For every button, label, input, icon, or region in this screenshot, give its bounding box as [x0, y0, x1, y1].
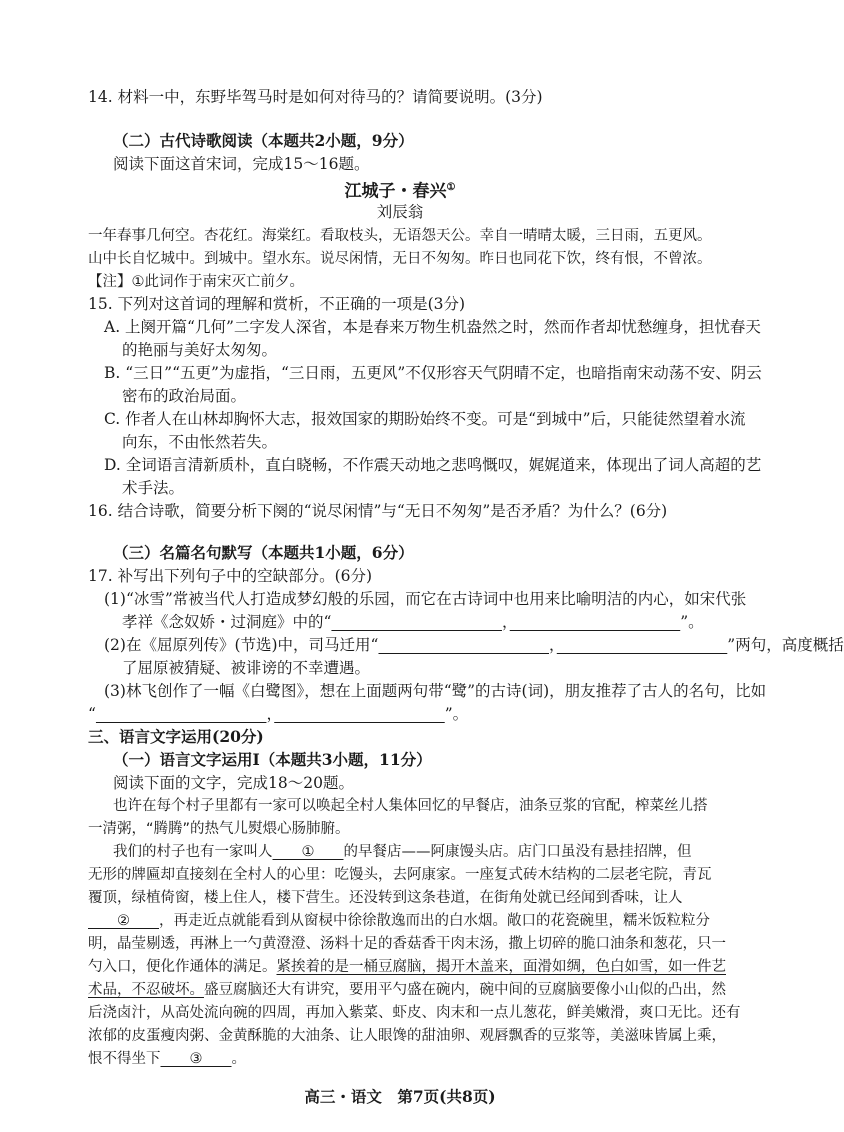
passage-line: 明，晶莹剔透，再淋上一勺黄澄澄、汤料十足的香菇香干肉末汤，撒上切碎的脆口油条和葱花，只一 [88, 936, 726, 952]
page-footer: 高三・语文 第7页(共8页) [304, 1087, 496, 1106]
answer-blank[interactable] [274, 705, 445, 723]
passage-line: 无形的牌匾却直接刻在全村人的心里：吃馒头，去阿康家。一座复式砖木结构的二层老宅院，青瓦 [88, 867, 712, 883]
section-heading-language: 三、语言文字运用(20分) [88, 727, 264, 746]
poem-author: 刘辰翁 [376, 203, 424, 221]
q17-part-2: (2)在《屈原列传》(节选)中，司马迁用“ ， ”两句，高度概括 [104, 636, 844, 654]
q15-option-d: D. 全词语言清新质朴，直白晓畅，不作震天动地之悲鸣慨叹，娓娓道来，体现出了词人高超的艺 [104, 456, 762, 474]
passage-line: 后浇卤汁，从高处流向碗的四周，再加入紫菜、虾皮、肉末和一点儿葱花，鲜美嫩滑，爽口无比。还有 [88, 1005, 741, 1021]
q15-option-a: A. 上阕开篇“几何”二字发人深省，本是春来万物生机盎然之时，然而作者却忧愁缠身，担忧春天 [104, 318, 761, 336]
question-17: 17. 补写出下列句子中的空缺部分。(6分) [88, 567, 373, 585]
passage-line: 我们的村子也有一家叫人 ① 的早餐店——阿康馒头店。店门口虽没有悬挂招牌，但 [113, 844, 692, 860]
q17-part-1: (1)“冰雪”常被当代人打造成梦幻般的乐园，而它在古诗词中也用来比喻明洁的内心，如宋代张 [104, 590, 747, 608]
poem-note: 【注】①此词作于南宋灭亡前夕。 [88, 274, 304, 290]
passage-line: 一清粥，“腾腾”的热气儿熨煨心肠肺腑。 [88, 821, 350, 837]
passage-line: 覆顶，绿植倚窗，楼上住人，楼下营生。还没转到这条巷道，在街角处就已经闻到香味，让人 [88, 890, 683, 906]
q17-part-3-cont: “ ， ”。 [88, 705, 469, 723]
passage-blank-3[interactable]: ③ [160, 1051, 232, 1067]
poem-line-1: 一年春事几何空。杏花红。海棠红。看取枝头，无语怨天公。幸自一晴晴太暖，三日雨，五更风。 [88, 228, 712, 244]
underlined-sentence: 术品，不忍破坏。 [88, 982, 204, 998]
question-14: 14. 材料一中，东野毕驾马时是如何对待马的？请简要说明。(3分) [88, 88, 543, 106]
passage-blank-2[interactable]: ② [88, 913, 159, 929]
q17-part-1-cont: 孝祥《念奴娇・过洞庭》中的“ ， ”。 [122, 613, 704, 631]
passage-line: 术品，不忍破坏。盛豆腐脑还大有讲究，要用平勺盛在碗内，碗中间的豆腐脑要像小山似的凸出，然 [88, 982, 726, 998]
q15-option-c-cont: 向东，不由怅然若失。 [122, 433, 278, 451]
question-16: 16. 结合诗歌，简要分析下阕的“说尽闲情”与“无日不匆匆”是否矛盾？为什么？(6分) [88, 502, 668, 520]
poem-line-2: 山中长自忆城中。到城中。望水东。说尽闲情，无日不匆匆。昨日也同花下饮，终有恨，不曾浓。 [88, 251, 712, 267]
passage-line: 恨不得坐下 ③ 。 [88, 1051, 246, 1067]
poetry-instruction: 阅读下面这首宋词，完成15～16题。 [113, 155, 370, 173]
subsection-heading-language: （一）语言文字运用Ⅰ（本题共3小题，11分） [113, 750, 432, 769]
section-heading-poetry: （二）古代诗歌阅读（本题共2小题，9分） [113, 131, 414, 150]
underlined-sentence: 紧挨着的是一桶豆腐脑，揭开木盖来，面滑如绸，色白如雪，如一件艺 [276, 959, 726, 975]
poem-title: 江城子・春兴① [344, 181, 456, 202]
passage-line: 浓郁的皮蛋瘦肉粥、金黄酥脆的大油条、让人眼馋的甜油卵、观唇飘香的豆浆等，美滋味皆属上乘， [88, 1028, 726, 1044]
q15-option-c: C. 作者人在山林却胸怀大志，报效国家的期盼始终不变。可是“到城中”后，只能徒然望着水流 [104, 410, 746, 428]
section-heading-dictation: （三）名篇名句默写（本题共1小题，6分） [113, 543, 414, 562]
q17-part-2-cont: 了屈原被猜疑、被诽谤的不幸遭遇。 [122, 659, 371, 677]
answer-blank[interactable] [378, 636, 549, 654]
language-instruction: 阅读下面的文字，完成18～20题。 [113, 774, 354, 792]
q17-part-3: (3)林飞创作了一幅《白鹭图》，想在上面题两句带“鹭”的古诗(词)，朋友推荐了古人的名句，比如 [104, 682, 767, 700]
question-15: 15. 下列对这首词的理解和赏析，不正确的一项是(3分) [88, 295, 466, 313]
passage-line: 勺入口，便化作通体的满足。紧挨着的是一桶豆腐脑，揭开木盖来，面滑如绸，色白如雪，如一件艺 [88, 959, 726, 975]
answer-blank[interactable] [557, 636, 728, 654]
answer-blank[interactable] [96, 705, 267, 723]
passage-line: ② ，再走近点就能看到从窗棂中徐徐散逸而出的白水烟。敞口的花瓷碗里，糯米饭粒粒分 [88, 913, 710, 929]
passage-blank-1[interactable]: ① [272, 844, 344, 860]
q15-option-b: B. “三日”“五更”为虚指，“三日雨，五更风”不仅形容天气阴晴不定，也暗指南宋动荡不安、阴云 [104, 364, 762, 382]
answer-blank[interactable] [331, 613, 502, 631]
answer-blank[interactable] [510, 613, 681, 631]
q15-option-b-cont: 密布的政治局面。 [122, 387, 247, 405]
q15-option-d-cont: 术手法。 [122, 479, 185, 497]
q15-option-a-cont: 的艳丽与美好太匆匆。 [122, 341, 278, 359]
passage-line: 也许在每个村子里都有一家可以唤起全村人集体回忆的早餐店，油条豆浆的官配，榨菜丝儿搭 [113, 798, 708, 814]
